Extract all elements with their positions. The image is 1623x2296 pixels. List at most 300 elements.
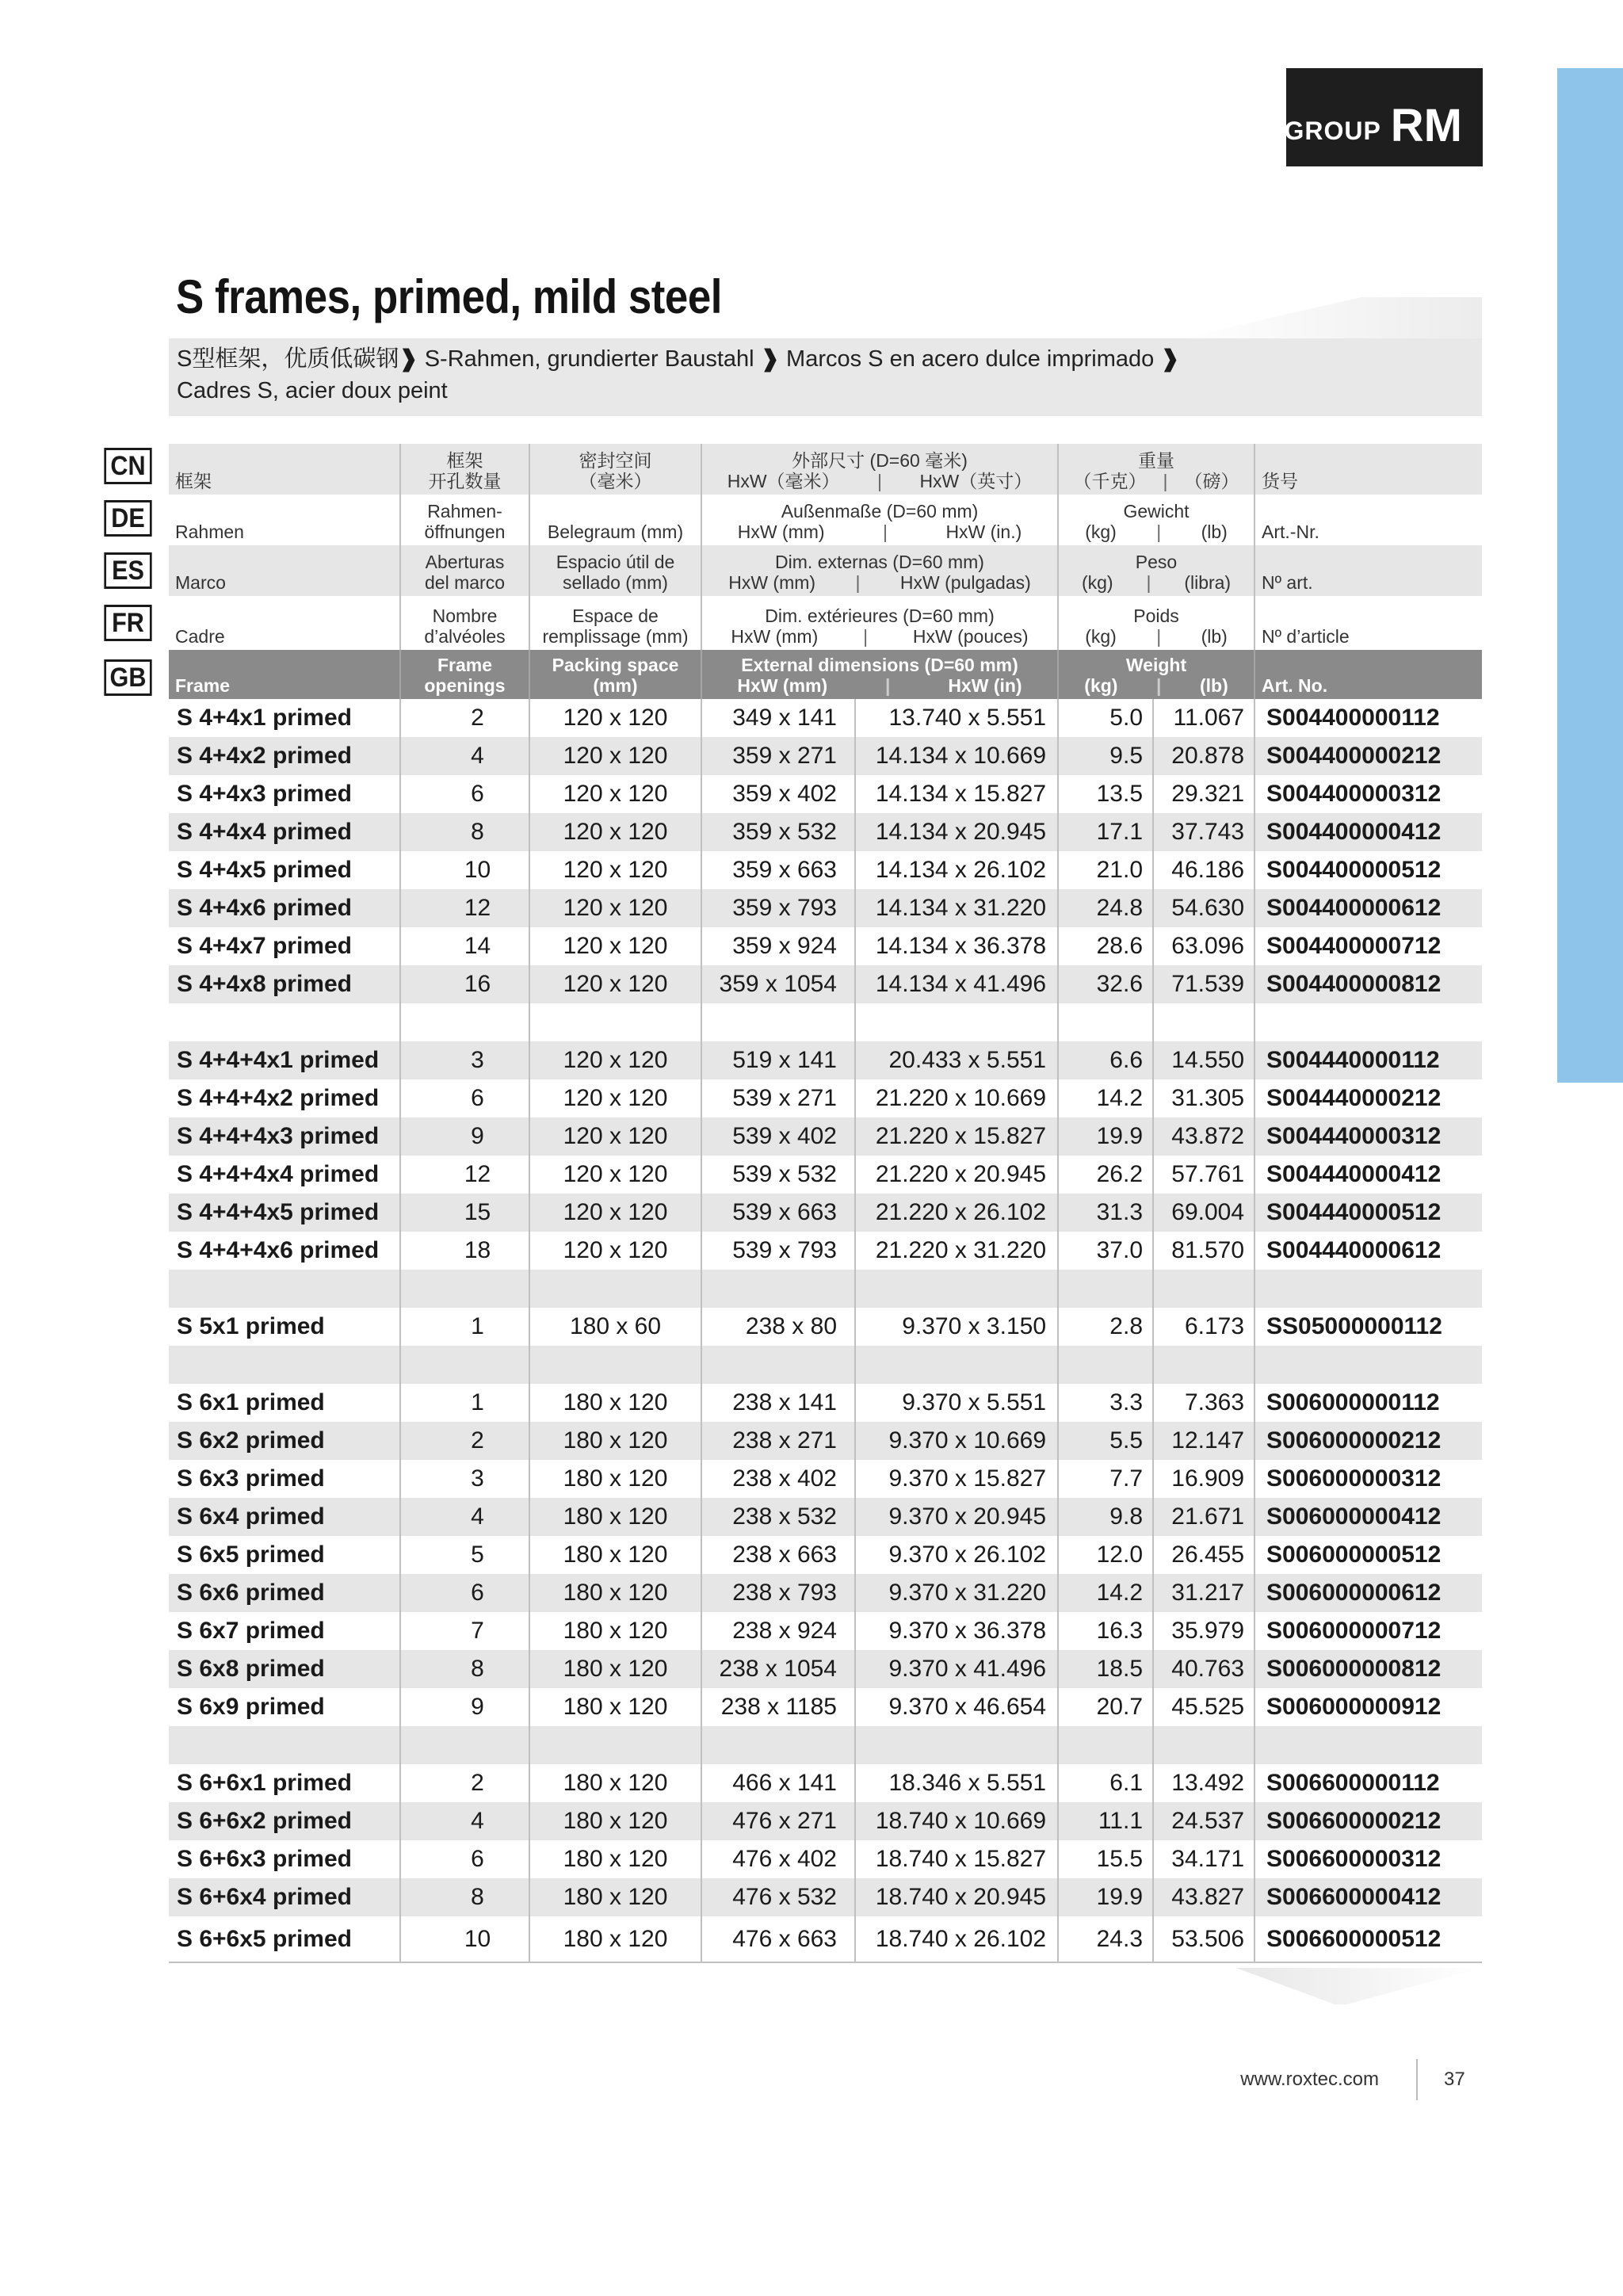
spacer-cell <box>1254 1726 1482 1764</box>
header-separator: | <box>1156 626 1162 647</box>
cell-dimensions-mm: 539 x 402 <box>701 1117 855 1156</box>
cell-packing-space: 180 x 120 <box>529 1422 701 1460</box>
cell-packing-space: 180 x 120 <box>529 1764 701 1802</box>
spacer-cell <box>1254 1270 1482 1308</box>
cell-weight-kg: 5.0 <box>1058 699 1153 737</box>
header-article-number: Nº art. <box>1254 545 1482 596</box>
cell-frame-name: S 6+6x5 primed <box>169 1916 400 1962</box>
cell-weight-kg: 15.5 <box>1058 1840 1153 1878</box>
header-weight-kg: (kg) <box>1085 626 1117 647</box>
cell-article-number: S006000000212 <box>1254 1422 1482 1460</box>
cell-dimensions-in: 14.134 x 41.496 <box>855 965 1058 1003</box>
cell-weight-kg: 13.5 <box>1058 775 1153 813</box>
header-ext-units <box>708 572 1051 593</box>
cell-frame-name: S 4+4x8 primed <box>169 965 400 1003</box>
cell-frame-openings: 1 <box>400 1308 529 1346</box>
cell-dimensions-in: 18.346 x 5.551 <box>855 1764 1058 1802</box>
cell-packing-space: 180 x 120 <box>529 1536 701 1574</box>
cell-article-number: S006600000412 <box>1254 1878 1482 1916</box>
subtitle-separator-icon: ❱ <box>399 346 418 372</box>
cell-packing-space: 120 x 120 <box>529 851 701 889</box>
cell-dimensions-in: 14.134 x 20.945 <box>855 813 1058 851</box>
cell-article-number: S004400000712 <box>1266 933 1442 959</box>
cell-dimensions-in: 9.370 x 36.378 <box>855 1612 1058 1650</box>
cell-dimensions-in: 21.220 x 10.669 <box>855 1079 1058 1117</box>
cell-packing-space: 180 x 120 <box>529 1802 701 1840</box>
footer-url: www.roxtec.com <box>1240 2069 1379 2090</box>
cell-weight-kg: 28.6 <box>1058 927 1153 965</box>
header-weight <box>1058 596 1254 650</box>
cell-frame-openings: 7 <box>400 1612 529 1650</box>
table-row <box>169 1308 1482 1346</box>
cell-frame-name: S 4+4+4x6 primed <box>169 1232 400 1270</box>
page-title: S frames, primed, mild steel <box>176 270 723 323</box>
table-spacer-row <box>169 1003 1482 1041</box>
cell-dimensions-in: 21.220 x 26.102 <box>855 1194 1058 1232</box>
header-weight-title: Weight <box>1125 655 1187 675</box>
cell-weight-kg: 31.3 <box>1058 1194 1153 1232</box>
table-row <box>169 1802 1482 1840</box>
cell-article-number: S006000000812 <box>1254 1650 1482 1688</box>
cell-frame-name: S 6x5 primed <box>169 1536 400 1574</box>
table-row <box>169 813 1482 851</box>
cell-dimensions-mm: 476 x 271 <box>701 1802 855 1840</box>
cell-weight-kg: 18.5 <box>1058 1650 1153 1688</box>
spacer-cell <box>1153 1346 1254 1384</box>
cell-packing-space: 180 x 120 <box>529 1384 701 1422</box>
header-ext-mm: HxW (mm) <box>737 521 825 542</box>
table-row <box>169 851 1482 889</box>
cell-weight-kg: 19.9 <box>1058 1878 1153 1916</box>
cell-frame-name: S 4+4x1 primed <box>169 699 400 737</box>
spacer-cell <box>855 1726 1058 1764</box>
cell-packing-space: 180 x 120 <box>529 1498 701 1536</box>
table-row <box>169 1498 1482 1536</box>
cell-article-number: S006600000212 <box>1254 1802 1482 1840</box>
cell-packing-space: 120 x 120 <box>529 737 701 775</box>
spacer-cell <box>1058 1270 1153 1308</box>
cell-weight-lb: 81.570 <box>1153 1232 1254 1270</box>
cell-dimensions-in: 21.220 x 31.220 <box>855 1232 1058 1270</box>
cell-packing-space: 120 x 120 <box>529 1041 701 1079</box>
header-packing-line2: （毫米） <box>579 471 652 491</box>
cell-frame-openings: 1 <box>400 1384 529 1422</box>
header-weight-kg: (kg) <box>1081 572 1113 593</box>
header-weight <box>1058 650 1254 699</box>
cell-article-number: SS05000000112 <box>1266 1313 1442 1339</box>
spacer-cell <box>1058 1726 1153 1764</box>
header-external-dimensions <box>701 495 1058 545</box>
header-separator: | <box>1163 471 1168 491</box>
table-spacer-row <box>169 1346 1482 1384</box>
header-openings <box>400 596 529 650</box>
header-ext-mm: HxW (mm) <box>728 572 816 593</box>
cell-weight-lb: 6.173 <box>1153 1308 1254 1346</box>
cell-weight-lb: 71.539 <box>1153 965 1254 1003</box>
cell-article-number: S006000000512 <box>1266 1541 1442 1568</box>
spacer-cell <box>169 1003 400 1041</box>
header-openings-line1: Rahmen- <box>427 501 502 521</box>
cell-dimensions-mm: 238 x 663 <box>701 1536 855 1574</box>
lang-tag-gb: GB <box>104 659 151 696</box>
header-separator: | <box>1156 521 1162 542</box>
cell-weight-lb: 43.872 <box>1153 1117 1254 1156</box>
header-ext-in: HxW (in) <box>948 675 1022 696</box>
cell-weight-kg: 9.8 <box>1058 1498 1153 1536</box>
cell-packing-space: 180 x 120 <box>529 1916 701 1962</box>
group-badge <box>1286 68 1483 166</box>
table-row <box>169 965 1482 1003</box>
cell-frame-openings: 10 <box>400 1916 529 1962</box>
cell-weight-lb: 26.455 <box>1153 1536 1254 1574</box>
cell-weight-kg: 5.5 <box>1058 1422 1153 1460</box>
header-ext-in: HxW (in.) <box>945 521 1022 542</box>
spacer-cell <box>1153 1726 1254 1764</box>
cell-dimensions-mm: 238 x 80 <box>701 1308 855 1346</box>
cell-weight-lb: 7.363 <box>1153 1384 1254 1422</box>
cell-weight-kg: 32.6 <box>1058 965 1153 1003</box>
cell-article-number: S004440000412 <box>1266 1161 1442 1187</box>
cell-frame-openings: 3 <box>400 1041 529 1079</box>
cell-weight-lb: 21.671 <box>1153 1498 1254 1536</box>
lang-tag-fr: FR <box>104 605 151 641</box>
cell-frame-openings: 9 <box>400 1688 529 1726</box>
cell-packing-space: 180 x 60 <box>529 1308 701 1346</box>
cell-dimensions-in: 14.134 x 15.827 <box>855 775 1058 813</box>
spacer-cell <box>701 1346 855 1384</box>
cell-dimensions-in: 20.433 x 5.551 <box>855 1041 1058 1079</box>
cell-dimensions-in: 9.370 x 15.827 <box>855 1460 1058 1498</box>
header-openings-line1: Frame <box>437 655 493 675</box>
frames-table <box>169 444 1482 1963</box>
cell-dimensions-mm: 539 x 793 <box>701 1232 855 1270</box>
subtitle-de: S-Rahmen, grundierter Baustahl <box>424 346 754 372</box>
cell-weight-lb: 34.171 <box>1153 1840 1254 1878</box>
spacer-cell <box>400 1270 529 1308</box>
cell-article-number: S004400000512 <box>1266 857 1442 883</box>
cell-dimensions-mm: 359 x 402 <box>701 775 855 813</box>
header-row-gb <box>169 650 1482 699</box>
cell-frame-name: S 4+4x5 primed <box>169 851 400 889</box>
table-header <box>169 444 1482 699</box>
cell-weight-lb: 40.763 <box>1153 1650 1254 1688</box>
cell-weight-lb: 31.217 <box>1153 1574 1254 1612</box>
cell-weight-kg: 12.0 <box>1058 1536 1153 1574</box>
cell-article-number: S004440000312 <box>1254 1117 1482 1156</box>
table-row <box>169 889 1482 927</box>
cell-packing-space: 120 x 120 <box>529 1079 701 1117</box>
cell-dimensions-mm: 476 x 402 <box>701 1840 855 1878</box>
cell-frame-name: S 4+4x6 primed <box>169 889 400 927</box>
header-openings <box>400 495 529 545</box>
header-packing-line2: (mm) <box>593 675 638 696</box>
header-separator: | <box>877 471 882 491</box>
table-row <box>169 737 1482 775</box>
cell-frame-openings: 3 <box>400 1460 529 1498</box>
spacer-cell <box>855 1346 1058 1384</box>
cell-packing-space: 120 x 120 <box>529 1117 701 1156</box>
cell-weight-kg: 7.7 <box>1058 1460 1153 1498</box>
table-row <box>169 1764 1482 1802</box>
cell-dimensions-in: 13.740 x 5.551 <box>855 699 1058 737</box>
spacer-cell <box>529 1003 701 1041</box>
header-packing-line1: 密封空间 <box>579 450 652 471</box>
header-openings-line2: openings <box>424 675 506 696</box>
cell-frame-openings: 5 <box>400 1536 529 1574</box>
cell-weight-lb: 43.827 <box>1153 1878 1254 1916</box>
spacer-cell <box>1153 1270 1254 1308</box>
header-packing <box>529 545 701 596</box>
header-frame: Marco <box>169 545 400 596</box>
header-packing-line1: Espace de <box>572 606 659 626</box>
cell-dimensions-mm: 476 x 663 <box>701 1916 855 1962</box>
cell-weight-lb: 11.067 <box>1153 699 1254 737</box>
header-ext-mm: HxW (mm) <box>731 626 819 647</box>
spacer-cell <box>169 1270 400 1308</box>
cell-frame-name: S 6x1 primed <box>169 1384 400 1422</box>
header-ext-in: HxW（英寸） <box>919 471 1033 491</box>
cell-packing-space: 120 x 120 <box>529 889 701 927</box>
header-external-dimensions <box>701 596 1058 650</box>
header-separator: | <box>883 521 888 542</box>
header-article-number: Art.-Nr. <box>1254 495 1482 545</box>
spacer-cell <box>701 1270 855 1308</box>
header-external-dimensions <box>701 650 1058 699</box>
header-packing-line2: sellado (mm) <box>563 572 668 593</box>
table-row <box>169 1688 1482 1726</box>
cell-weight-kg: 14.2 <box>1058 1079 1153 1117</box>
cell-packing-space: 180 x 120 <box>529 1688 701 1726</box>
cell-frame-openings: 6 <box>400 1574 529 1612</box>
cell-dimensions-mm: 238 x 1054 <box>701 1650 855 1688</box>
cell-frame-name: S 6x9 primed <box>169 1688 400 1726</box>
header-frame: 框架 <box>169 444 400 495</box>
cell-weight-kg: 21.0 <box>1058 851 1153 889</box>
spacer-cell <box>855 1270 1058 1308</box>
table-spacer-row <box>169 1726 1482 1764</box>
subtitle-fr: Cadres S, acier doux peint <box>177 378 448 403</box>
table-row <box>169 699 1482 737</box>
cell-frame-openings: 8 <box>400 1878 529 1916</box>
header-openings-line2: 开孔数量 <box>428 471 502 491</box>
header-weight-lb: (lb) <box>1201 521 1228 542</box>
header-weight-units <box>1065 471 1247 491</box>
header-ext-title: Dim. externas (D=60 mm) <box>775 552 984 572</box>
cell-packing-space: 180 x 120 <box>529 1650 701 1688</box>
cell-weight-kg: 6.6 <box>1058 1041 1153 1079</box>
cell-dimensions-mm: 476 x 532 <box>701 1878 855 1916</box>
cell-packing-space: 120 x 120 <box>529 813 701 851</box>
cell-frame-name: S 6x8 primed <box>169 1650 400 1688</box>
cell-packing-space: 120 x 120 <box>529 775 701 813</box>
cell-packing-space: 120 x 120 <box>529 699 701 737</box>
header-row-de <box>169 495 1482 545</box>
header-weight <box>1058 444 1254 495</box>
cell-weight-lb: 69.004 <box>1153 1194 1254 1232</box>
header-openings-line1: Aberturas <box>425 552 505 572</box>
cell-frame-openings: 9 <box>400 1117 529 1156</box>
cell-dimensions-in: 18.740 x 10.669 <box>855 1802 1058 1840</box>
header-ext-title: External dimensions (D=60 mm) <box>741 655 1018 675</box>
header-ext-units <box>708 521 1051 542</box>
cell-weight-kg: 24.8 <box>1058 889 1153 927</box>
cell-dimensions-mm: 539 x 271 <box>701 1079 855 1117</box>
header-row-fr <box>169 596 1482 650</box>
header-packing <box>529 495 701 545</box>
cell-dimensions-mm: 359 x 924 <box>701 927 855 965</box>
cell-dimensions-mm: 238 x 141 <box>701 1384 855 1422</box>
side-color-tab <box>1557 68 1623 1083</box>
cell-frame-name: S 6x2 primed <box>169 1422 400 1460</box>
header-openings <box>400 545 529 596</box>
header-weight-title: Gewicht <box>1123 501 1190 521</box>
spacer-cell <box>169 1726 400 1764</box>
header-row-cn <box>169 444 1482 495</box>
group-code: RM <box>1390 100 1462 151</box>
header-openings-line2: d’alvéoles <box>424 626 506 647</box>
cell-frame-name: S 6+6x1 primed <box>169 1764 400 1802</box>
cell-frame-name: S 4+4+4x3 primed <box>169 1117 400 1156</box>
cell-frame-openings: 2 <box>400 699 529 737</box>
header-ext-in: HxW (pouces) <box>912 626 1029 647</box>
spacer-cell <box>1058 1346 1153 1384</box>
cell-weight-lb: 29.321 <box>1153 775 1254 813</box>
header-packing <box>529 444 701 495</box>
cell-dimensions-mm: 359 x 1054 <box>701 965 855 1003</box>
cell-article-number: S004440000212 <box>1266 1085 1442 1111</box>
cell-weight-lb: 35.979 <box>1153 1612 1254 1650</box>
cell-weight-lb: 37.743 <box>1153 813 1254 851</box>
header-weight-lb: (lb) <box>1199 675 1228 696</box>
spacer-cell <box>529 1346 701 1384</box>
cell-packing-space: 120 x 120 <box>529 1194 701 1232</box>
cell-frame-name: S 6+6x4 primed <box>169 1878 400 1916</box>
header-frame: Frame <box>169 650 400 699</box>
table-spacer-row <box>169 1270 1482 1308</box>
header-weight <box>1058 495 1254 545</box>
header-openings-line1: Nombre <box>432 606 498 626</box>
cell-dimensions-mm: 539 x 663 <box>701 1194 855 1232</box>
header-openings <box>400 444 529 495</box>
table-row <box>169 1574 1482 1612</box>
header-weight-lb: (lb) <box>1201 626 1228 647</box>
cell-packing-space: 180 x 120 <box>529 1612 701 1650</box>
cell-weight-lb: 53.506 <box>1153 1916 1254 1962</box>
cell-weight-kg: 19.9 <box>1058 1117 1153 1156</box>
cell-article-number: S004440000512 <box>1254 1194 1482 1232</box>
cell-weight-lb: 46.186 <box>1153 851 1254 889</box>
table-row <box>169 1878 1482 1916</box>
cell-dimensions-mm: 349 x 141 <box>701 699 855 737</box>
cell-weight-kg: 6.1 <box>1058 1764 1153 1802</box>
header-openings-line2: öffnungen <box>424 521 506 542</box>
cell-dimensions-in: 9.370 x 5.551 <box>855 1384 1058 1422</box>
table-row <box>169 1840 1482 1878</box>
cell-dimensions-in: 21.220 x 20.945 <box>855 1156 1058 1194</box>
cell-frame-openings: 8 <box>400 1650 529 1688</box>
header-ext-mm: HxW（毫米） <box>727 471 840 491</box>
cell-weight-kg: 9.5 <box>1058 737 1153 775</box>
header-frame: Rahmen <box>169 495 400 545</box>
cell-weight-lb: 13.492 <box>1153 1764 1254 1802</box>
header-row-es <box>169 545 1482 596</box>
cell-article-number: S004400000412 <box>1254 813 1482 851</box>
cell-article-number: S004440000112 <box>1254 1041 1482 1079</box>
header-ext-mm: HxW (mm) <box>737 675 828 696</box>
subtitle-cn: S型框架，优质低碳钢 <box>177 346 399 372</box>
cell-article-number: S006000000712 <box>1266 1618 1442 1644</box>
cell-article-number: S004400000212 <box>1254 737 1482 775</box>
cell-weight-lb: 63.096 <box>1153 927 1254 965</box>
cell-weight-lb: 20.878 <box>1153 737 1254 775</box>
cell-frame-name: S 6x7 primed <box>169 1612 400 1650</box>
header-external-dimensions <box>701 444 1058 495</box>
cell-frame-name: S 4+4x3 primed <box>169 775 400 813</box>
cell-frame-name: S 4+4+4x5 primed <box>169 1194 400 1232</box>
subtitle-separator-icon: ❱ <box>760 346 780 372</box>
header-article-number: Art. No. <box>1254 650 1482 699</box>
cell-article-number: S006000000612 <box>1254 1574 1482 1612</box>
footer-divider <box>1416 2059 1418 2100</box>
cell-dimensions-mm: 238 x 793 <box>701 1574 855 1612</box>
cell-weight-kg: 14.2 <box>1058 1574 1153 1612</box>
header-article-number: Nº d’article <box>1254 596 1482 650</box>
cell-dimensions-mm: 519 x 141 <box>701 1041 855 1079</box>
spacer-cell <box>400 1003 529 1041</box>
header-separator: | <box>1156 675 1162 696</box>
cell-weight-lb: 45.525 <box>1153 1688 1254 1726</box>
cell-packing-space: 120 x 120 <box>529 927 701 965</box>
cell-weight-kg: 16.3 <box>1058 1612 1153 1650</box>
cell-frame-openings: 15 <box>400 1194 529 1232</box>
cell-weight-lb: 24.537 <box>1153 1802 1254 1840</box>
cell-dimensions-in: 14.134 x 31.220 <box>855 889 1058 927</box>
table-row <box>169 1194 1482 1232</box>
lang-tag-es: ES <box>104 552 151 589</box>
table-row <box>169 1041 1482 1079</box>
cell-weight-kg: 26.2 <box>1058 1156 1153 1194</box>
spacer-cell <box>529 1726 701 1764</box>
header-packing-line1: Espacio útil de <box>556 552 675 572</box>
cell-frame-name: S 4+4+4x2 primed <box>169 1079 400 1117</box>
title-wedge-decoration <box>1181 297 1482 338</box>
header-ext-title: 外部尺寸 (D=60 毫米) <box>792 450 968 471</box>
header-ext-in: HxW (pulgadas) <box>899 572 1031 593</box>
cell-dimensions-mm: 238 x 924 <box>701 1612 855 1650</box>
cell-dimensions-mm: 238 x 271 <box>701 1422 855 1460</box>
cell-frame-name: S 6x6 primed <box>169 1574 400 1612</box>
cell-frame-openings: 12 <box>400 889 529 927</box>
table-row <box>169 927 1482 965</box>
header-weight-kg: (kg) <box>1084 675 1118 696</box>
header-separator: | <box>1146 572 1151 593</box>
cell-weight-kg: 37.0 <box>1058 1232 1153 1270</box>
spacer-cell <box>701 1726 855 1764</box>
cell-frame-name: S 6+6x3 primed <box>169 1840 400 1878</box>
cell-frame-openings: 18 <box>400 1232 529 1270</box>
cell-article-number: S004400000112 <box>1266 705 1440 731</box>
cell-frame-name: S 4+4x7 primed <box>169 927 400 965</box>
cell-dimensions-mm: 539 x 532 <box>701 1156 855 1194</box>
cell-dimensions-mm: 359 x 532 <box>701 813 855 851</box>
cell-dimensions-mm: 238 x 1185 <box>701 1688 855 1726</box>
cell-frame-openings: 4 <box>400 1498 529 1536</box>
spacer-cell <box>169 1346 400 1384</box>
header-frame: Cadre <box>169 596 400 650</box>
spacer-cell <box>855 1003 1058 1041</box>
cell-dimensions-in: 18.740 x 15.827 <box>855 1840 1058 1878</box>
cell-packing-space: 120 x 120 <box>529 1156 701 1194</box>
